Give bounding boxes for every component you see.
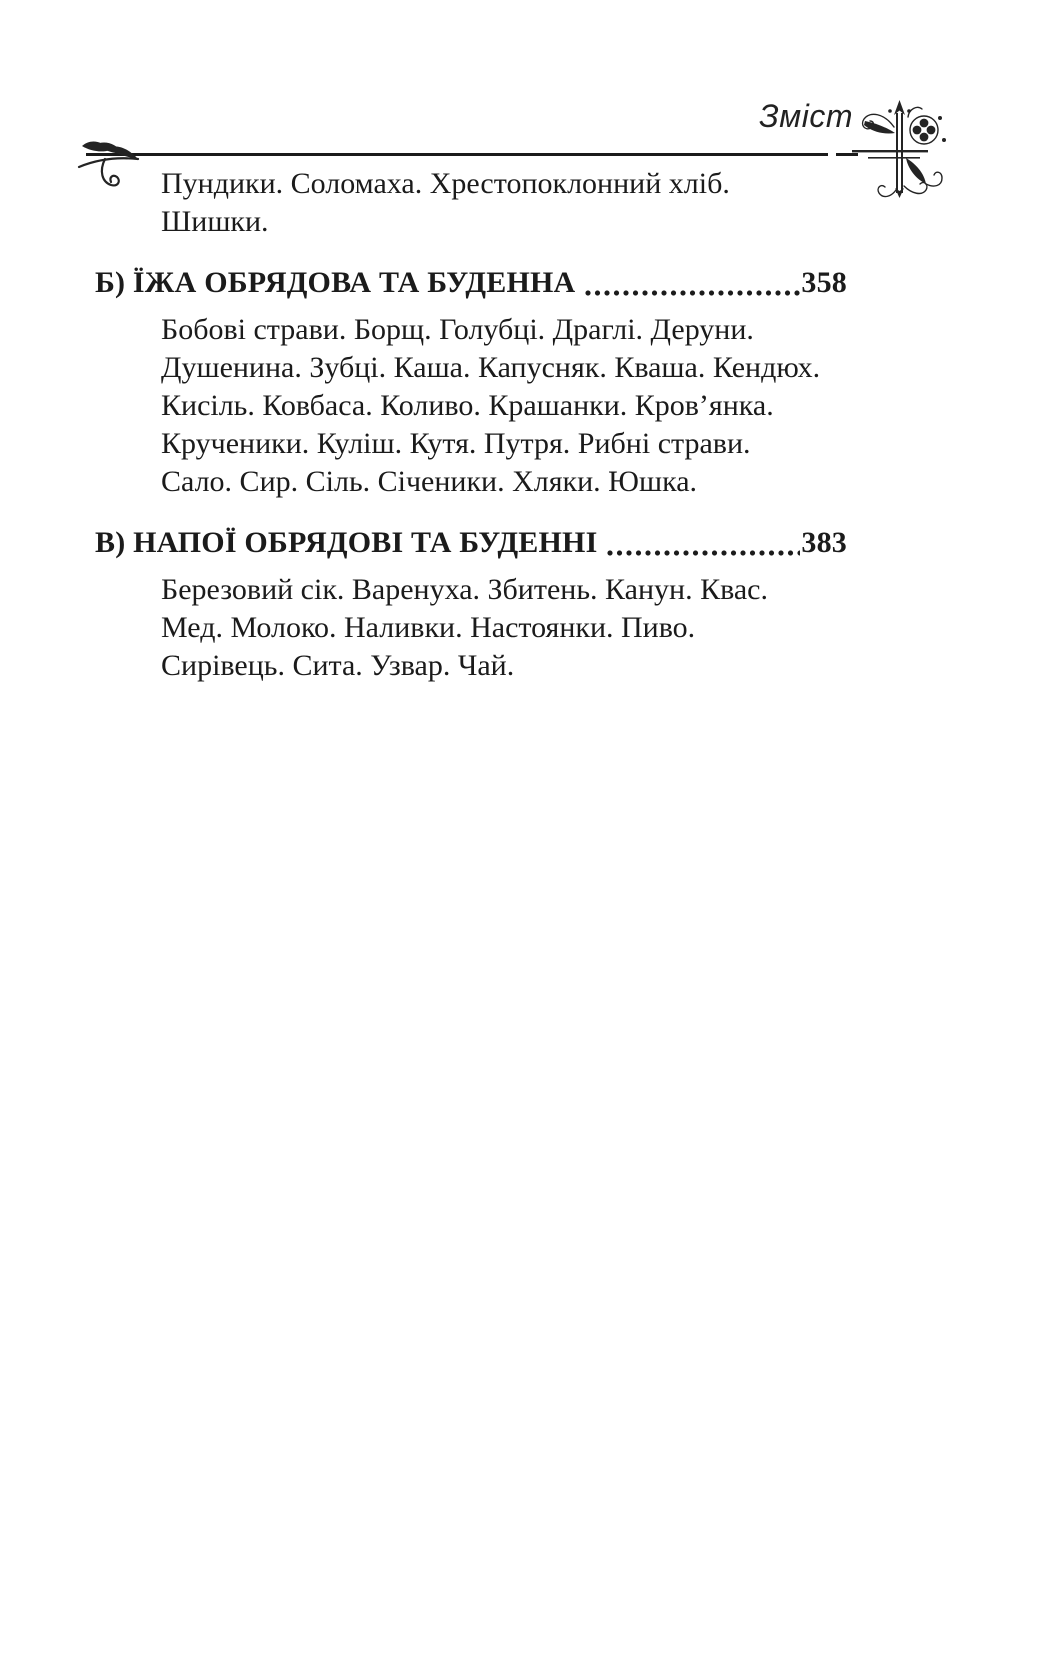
toc-entry-items [95,571,847,685]
toc-item-line: Шишки. [161,205,269,238]
toc-continuation [95,165,847,241]
toc-item-line: Сало. Сир. Сіль. Січеники. Хляки. Юшка. [161,465,698,498]
toc-item-line: Душенина. Зубці. Каша. Капусняк. Кваша. Кендюх. [161,351,821,384]
floral-cross-corner-ornament-icon [852,100,948,208]
toc-item-line: Мед. Молоко. Наливки. Настоянки. Пиво. [161,611,696,644]
toc-entry-page-number: 358 [801,266,847,299]
toc-entry-items [95,311,847,501]
toc-entry-page-number: 383 [801,526,847,559]
dot-leader [607,550,800,556]
toc-content [95,165,847,685]
toc-entry-label: Б) ЇЖА ОБРЯДОВА ТА БУДЕННА [95,266,576,299]
page-title: Зміст [759,98,853,134]
toc-item-line: Крученики. Куліш. Кутя. Путря. Рибні страви. [161,427,751,460]
toc-item-line: Кисіль. Ковбаса. Коливо. Крашанки. Кров’янка. [161,389,774,422]
dot-leader [585,290,800,296]
toc-entry-label: В) НАПОЇ ОБРЯДОВІ ТА БУДЕННІ [95,526,598,559]
toc-item-line: Пундики. Соломаха. Хрестопоклонний хліб. [161,167,730,200]
toc-entry-food [95,263,847,303]
toc-entry-drinks [95,523,847,563]
toc-item-line: Бобові страви. Борщ. Голубці. Драглі. Деруни. [161,313,754,346]
toc-item-line: Сирівець. Сита. Узвар. Чай. [161,649,515,682]
header-rule [86,153,828,156]
toc-item-line: Березовий сік. Варенуха. Збитень. Канун. Квас. [161,573,768,606]
